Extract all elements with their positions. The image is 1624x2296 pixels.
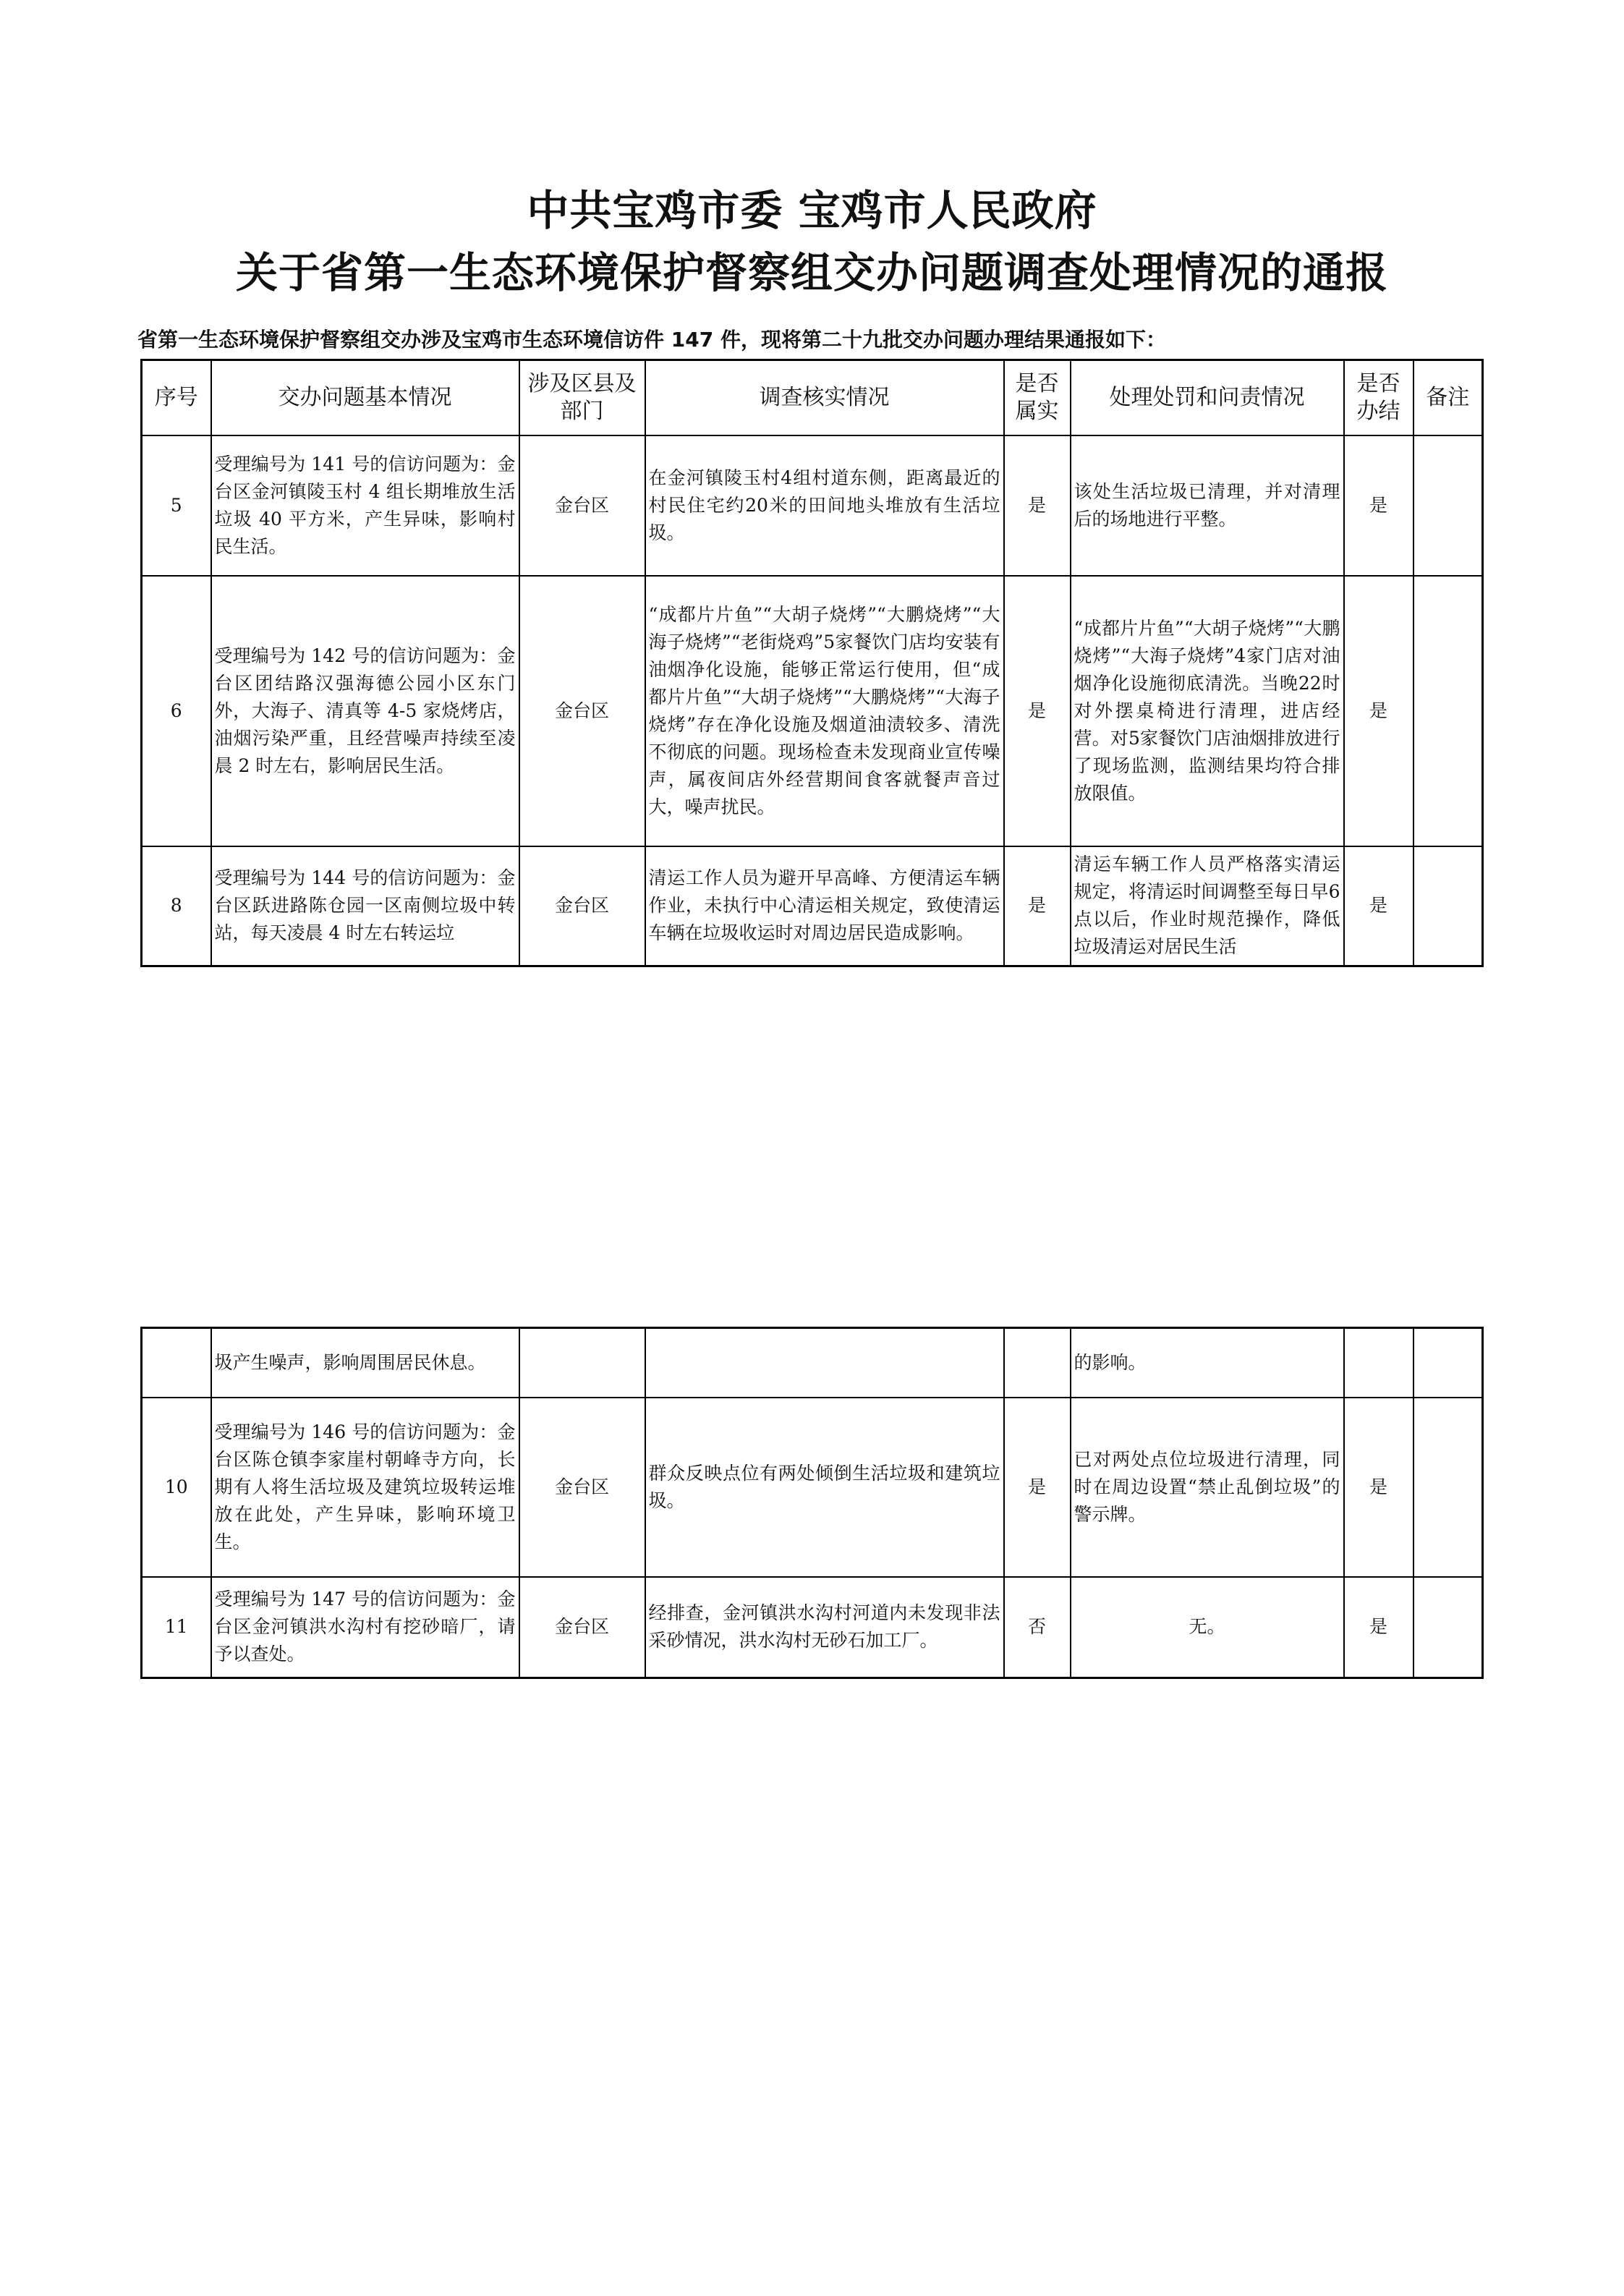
- cell-handling: 已对两处点位垃圾进行清理，同时在周边设置“禁止乱倒垃圾”的警示牌。: [1071, 1398, 1344, 1577]
- cell-verified: 是: [1004, 576, 1071, 846]
- cell-remarks: [1413, 1398, 1483, 1577]
- report-table-page2: [140, 1327, 1484, 1679]
- table-row: [142, 846, 1483, 966]
- cell-district: 金台区: [519, 1577, 645, 1678]
- cell-district: 金台区: [519, 1398, 645, 1577]
- cell-issue: 圾产生噪声，影响周围居民休息。: [211, 1328, 519, 1398]
- cell-handling: 该处生活垃圾已清理，并对清理后的场地进行平整。: [1071, 435, 1344, 576]
- cell-handling: 无。: [1071, 1577, 1344, 1678]
- cell-completed: 是: [1344, 1577, 1413, 1678]
- cell-district: 金台区: [519, 846, 645, 966]
- document-title-line2: 关于省第一生态环境保护督察组交办问题调查处理情况的通报: [235, 248, 1388, 297]
- cell-issue: 受理编号为 141 号的信访问题为：金台区金河镇陵玉村 4 组长期堆放生活垃圾 40 平方米，产生异味，影响村民生活。: [211, 435, 519, 576]
- cell-seq: [142, 1328, 211, 1398]
- cell-investigation: “成都片片鱼”“大胡子烧烤”“大鹏烧烤”“大海子烧烤”“老街烧鸡”5家餐饮门店均安装有油烟净化设施，能够正常运行使用，但“成都片片鱼”“大胡子烧烤”“大鹏烧烤”“大海子烧烤”存在净化设施及烟道油渍较多、清洗不彻底的问题。现场检查未发现商业宣传噪声，属夜间店外经营期间食客就餐声音过大，噪声扰民。: [645, 576, 1004, 846]
- cell-remarks: [1413, 576, 1483, 846]
- cell-remarks: [1413, 1577, 1483, 1678]
- table-row: [142, 1328, 1483, 1398]
- table-header-row: [142, 360, 1483, 435]
- cell-handling: 清运车辆工作人员严格落实清运规定，将清运时间调整至每日早6点以后，作业时规范操作，降低垃圾清运对居民生活: [1071, 846, 1344, 966]
- cell-issue: 受理编号为 147 号的信访问题为：金台区金河镇洪水沟村有挖砂暗厂，请予以查处。: [211, 1577, 519, 1678]
- document-title-line1: 中共宝鸡市委 宝鸡市人民政府: [527, 186, 1097, 235]
- header-handling: 处理处罚和问责情况: [1071, 360, 1344, 435]
- cell-issue: 受理编号为 146 号的信访问题为：金台区陈仓镇李家崖村朝峰寺方向，长期有人将生活垃圾及建筑垃圾转运堆放在此处，产生异味，影响环境卫生。: [211, 1398, 519, 1577]
- header-verified: 是否属实: [1004, 360, 1071, 435]
- cell-district: [519, 1328, 645, 1398]
- cell-verified: 否: [1004, 1577, 1071, 1678]
- cell-issue: 受理编号为 144 号的信访问题为：金台区跃进路陈仓园一区南侧垃圾中转站，每天凌晨 4 时左右转运垃: [211, 846, 519, 966]
- cell-verified: [1004, 1328, 1071, 1398]
- table-row: [142, 576, 1483, 846]
- cell-remarks: [1413, 435, 1483, 576]
- intro-text: 省第一生态环境保护督察组交办涉及宝鸡市生态环境信访件 147 件，现将第二十九批交办问题办理结果通报如下：: [137, 328, 1166, 352]
- header-completed: 是否办结: [1344, 360, 1413, 435]
- cell-completed: 是: [1344, 846, 1413, 966]
- cell-seq: 5: [142, 435, 211, 576]
- cell-remarks: [1413, 846, 1483, 966]
- cell-completed: [1344, 1328, 1413, 1398]
- cell-district: 金台区: [519, 435, 645, 576]
- header-seq: 序号: [142, 360, 211, 435]
- cell-investigation: 群众反映点位有两处倾倒生活垃圾和建筑垃圾。: [645, 1398, 1004, 1577]
- cell-verified: 是: [1004, 846, 1071, 966]
- cell-seq: 6: [142, 576, 211, 846]
- cell-investigation: 清运工作人员为避开早高峰、方便清运车辆作业，未执行中心清运相关规定，致使清运车辆在垃圾收运时对周边居民造成影响。: [645, 846, 1004, 966]
- header-investigation: 调查核实情况: [645, 360, 1004, 435]
- cell-completed: 是: [1344, 576, 1413, 846]
- header-district: 涉及区县及部门: [519, 360, 645, 435]
- cell-investigation: 经排查，金河镇洪水沟村河道内未发现非法采砂情况，洪水沟村无砂石加工厂。: [645, 1577, 1004, 1678]
- cell-completed: 是: [1344, 435, 1413, 576]
- cell-verified: 是: [1004, 435, 1071, 576]
- table-row: [142, 435, 1483, 576]
- cell-handling: 的影响。: [1071, 1328, 1344, 1398]
- cell-investigation: 在金河镇陵玉村4组村道东侧，距离最近的村民住宅约20米的田间地头堆放有生活垃圾。: [645, 435, 1004, 576]
- cell-seq: 10: [142, 1398, 211, 1577]
- header-issue: 交办问题基本情况: [211, 360, 519, 435]
- cell-verified: 是: [1004, 1398, 1071, 1577]
- cell-seq: 11: [142, 1577, 211, 1678]
- cell-handling: “成都片片鱼”“大胡子烧烤”“大鹏烧烤”“大海子烧烤”4家门店对油烟净化设施彻底清洗。当晚22时对外摆桌椅进行清理，进店经营。对5家餐饮门店油烟排放进行了现场监测，监测结果均符合排放限值。: [1071, 576, 1344, 846]
- header-remarks: 备注: [1413, 360, 1483, 435]
- table-row: [142, 1577, 1483, 1678]
- report-table-page1: [140, 359, 1484, 967]
- cell-seq: 8: [142, 846, 211, 966]
- cell-remarks: [1413, 1328, 1483, 1398]
- cell-investigation: [645, 1328, 1004, 1398]
- cell-district: 金台区: [519, 576, 645, 846]
- cell-completed: 是: [1344, 1398, 1413, 1577]
- cell-issue: 受理编号为 142 号的信访问题为：金台区团结路汉强海德公园小区东门外，大海子、清真等 4-5 家烧烤店，油烟污染严重，且经营噪声持续至凌晨 2 时左右，影响居民生活。: [211, 576, 519, 846]
- table-row: [142, 1398, 1483, 1577]
